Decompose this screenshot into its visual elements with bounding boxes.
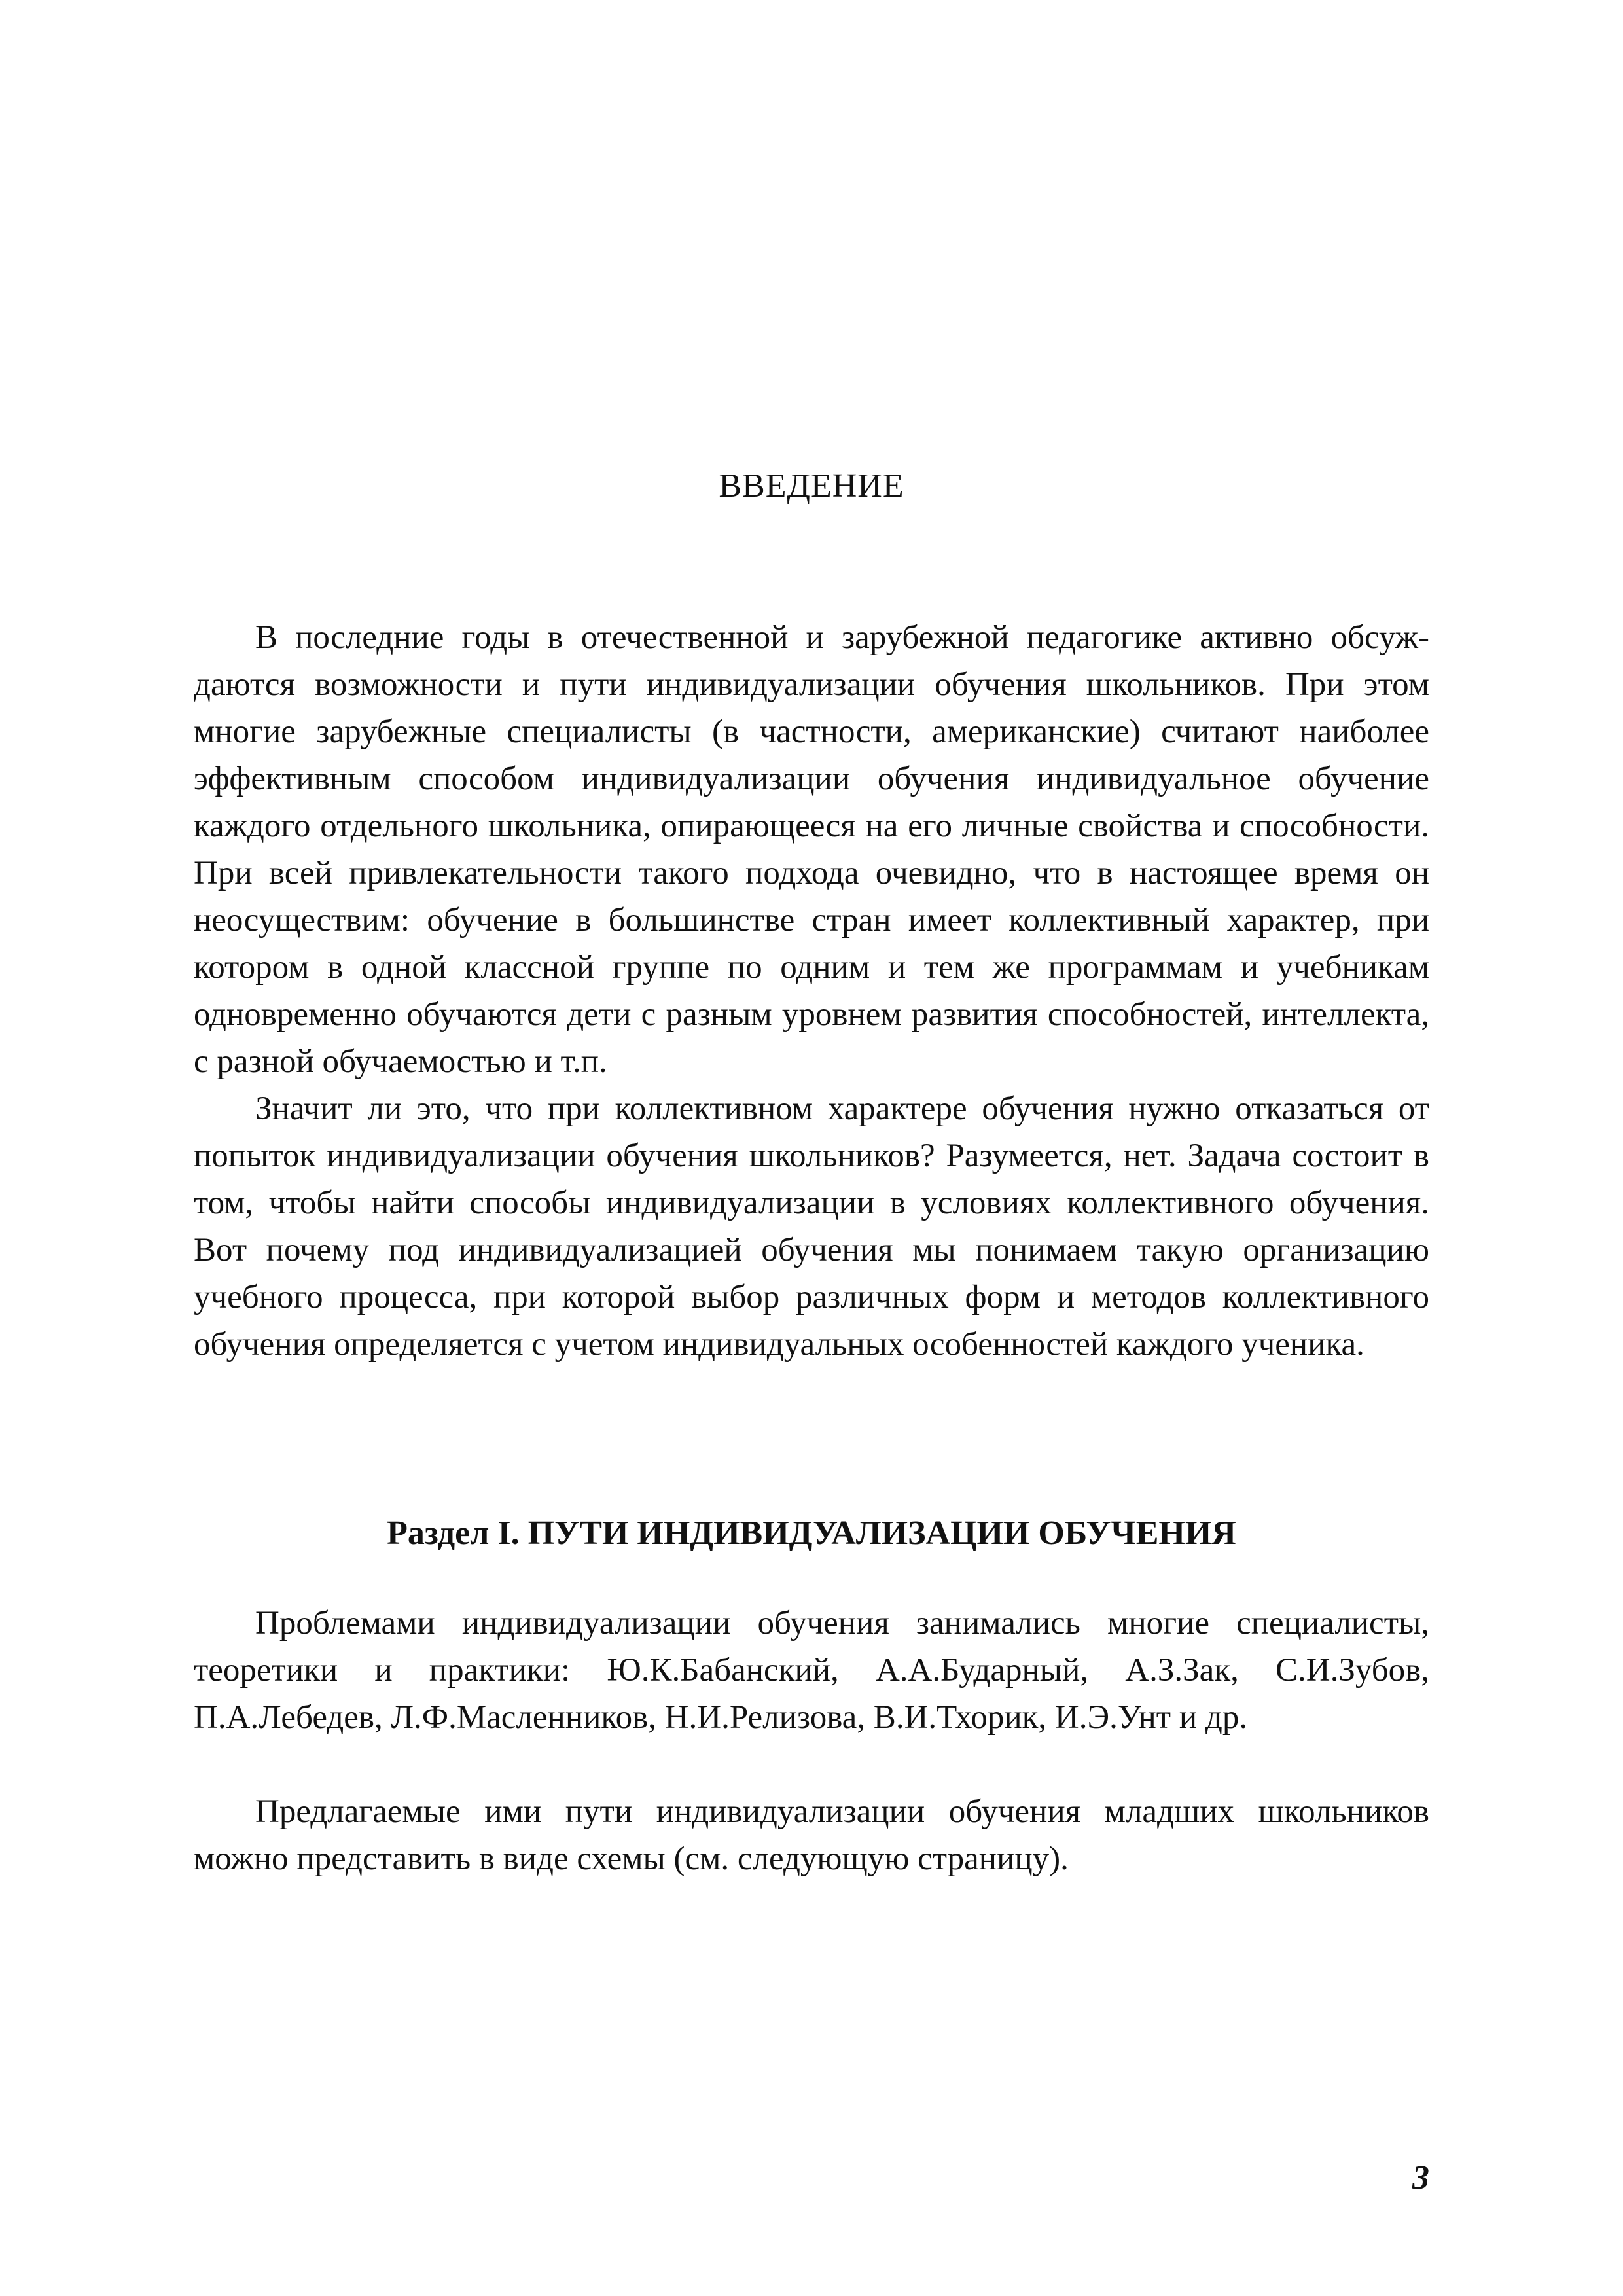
intro-paragraph-2: Значит ли это, что при коллективном характере обучения нужно отказаться от попыток индивидуализации обучения школьников? Разумеется, нет. Задача состоит в том, чтобы найти способы индивидуализации в условиях коллективного обучения. Вот почему под индивидуализацией обучения мы понимаем такую организацию учебного процесса, при которой выбор различных форм и методов коллективного обучения определяется с учетом индивидуальных особенностей каждого ученика.	[194, 1090, 1429, 1363]
page-number: 3	[1412, 2159, 1429, 2197]
section-paragraph-2: Предлагаемые ими пути индивидуализации обучения младших школьников можно представить в виде схемы (см. следующую страницу).	[194, 1793, 1429, 1877]
section-title: Раздел I. ПУТИ ИНДИВИДУАЛИЗАЦИИ ОБУЧЕНИЯ	[387, 1515, 1236, 1552]
section-paragraph-1: Проблемами индивидуализации обучения занимались многие специалисты, теоретики и практики: Ю.К.Бабанский, А.А.Бударный, А.З.Зак, С.И.Зубов, П.А.Лебедев, Л.Ф.Масленников, Н.И.Релизова, В.И.Тхорик, И.Э.Унт и др.	[194, 1605, 1429, 1736]
intro-paragraph-1: В последние годы в отечественной и зарубежной педагогике активно обсуждаются возможности и пути индивидуализации обучения школьников. При этом многие зарубежные специалисты (в частности, американские) считают наиболее эффективным способом индивидуализации обучения индивидуальное обучение каждого отдельного школьника, опирающееся на его личные свойства и способности. При всей привлекательности такого подхода очевидно, что в настоящее время он неосуществим: обучение в большинстве стран имеет коллективный характер, при котором в одной классной группе по одним и тем же программам и учебникам одновременно обучаются дети с разным уровнем развития способностей, интеллекта, с разной обучаемостью и т.п.	[194, 619, 1429, 1080]
intro-title: ВВЕДЕНИЕ	[719, 467, 904, 505]
